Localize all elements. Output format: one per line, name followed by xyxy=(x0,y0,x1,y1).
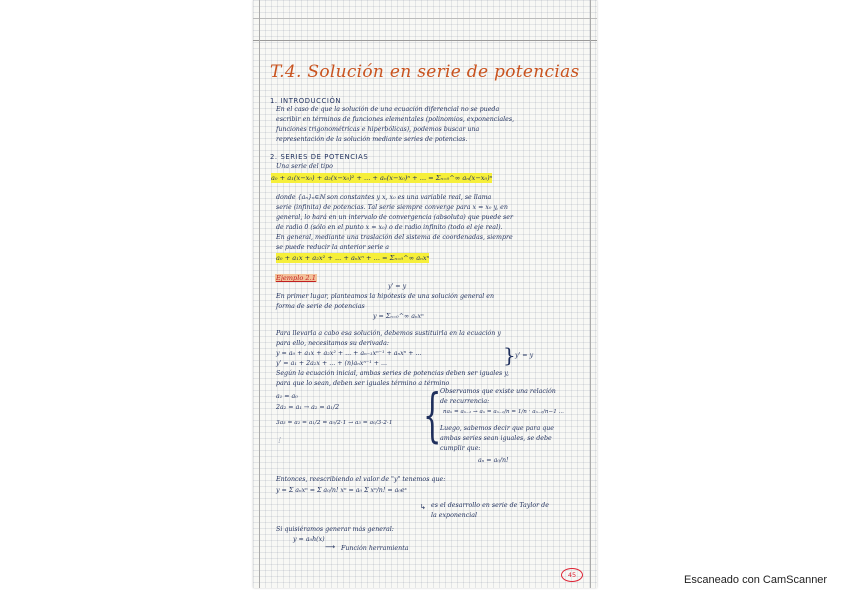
recurrence-result: aₙ = a₀/n! xyxy=(478,457,509,464)
page-header-rule xyxy=(253,40,597,41)
reduced-series-formula: a₀ + a₁x + a₂x² + ... + aₙxⁿ + ... = Σₙ₌₀^∞ aₙxⁿ xyxy=(276,254,430,262)
final-text: Entonces, reescribiendo el valor de "y" tenemos que: xyxy=(276,476,446,483)
side-equation: y' = y xyxy=(515,352,534,359)
example-text: forma de serie de potencias xyxy=(276,303,365,310)
section2-line: serie (infinita) de potencias. Tal serie siempre converge para x = x₀ y, en xyxy=(276,204,508,211)
section-heading-introduccion: 1. INTRODUCCIÓN xyxy=(270,97,342,105)
section2-line: de radio 0 (sólo en el punto x = x₀) o de radio infinito (todo el eje real). xyxy=(276,224,503,231)
page-top-rule xyxy=(253,18,597,19)
recurrence-note: Luego, sabemos decir que para que xyxy=(440,425,555,432)
page-title: T.4. Solución en serie de potencias xyxy=(270,62,580,82)
general-text: Si quisiéramos generar más general: xyxy=(276,526,394,533)
series-derivative: y' = a₁ + 2a₂x + ... + (n)aₙxⁿ⁻¹ + ... xyxy=(276,360,388,367)
recurrence-note: de recurrencia: xyxy=(440,398,490,405)
section1-line: funciones trigonométricas e hiperbólicas), podemos buscar una xyxy=(276,126,480,133)
recursion-step: 3a₃ = a₂ = a₁/2 = a₀/2·1 → a₃ = a₀/3·2·1 xyxy=(276,420,393,426)
recurrence-note: cumplir que: xyxy=(440,445,481,452)
recursion-step: 2a₂ = a₁ → a₂ = a₁/2 xyxy=(276,404,340,411)
general-formula: y = a₀h(x) xyxy=(293,536,325,543)
example-equation: y' = y xyxy=(388,283,407,290)
arrow-icon: ↳ xyxy=(420,503,426,511)
taylor-note: la exponencial xyxy=(431,512,478,519)
recurrence-note: ambas series sean iguales, se debe xyxy=(440,435,552,442)
notebook-page xyxy=(253,0,597,588)
page-number: 45 xyxy=(561,568,583,582)
example-text: para que lo sean, deben ser iguales término a término xyxy=(276,380,450,387)
page-right-margin xyxy=(590,0,591,588)
recursion-step: ⋮ xyxy=(276,437,283,444)
section2-line: general, lo hará en un intervalo de convergencia (absoluta) que puede ser xyxy=(276,214,514,221)
taylor-note: es el desarrollo en serie de Taylor de xyxy=(431,502,549,509)
section2-line: En general, mediante una traslación del sistema de coordenadas, siempre xyxy=(276,234,513,241)
arrow-icon: ⟶ xyxy=(325,543,336,551)
series-formula: a₀ + a₁(x−x₀) + a₂(x−x₀)² + ... + aₙ(x−x₀)ⁿ + ... = Σₙ₌₀^∞ aₙ(x−x₀)ⁿ xyxy=(271,174,493,182)
recurrence-note: Observamos que existe una relación xyxy=(440,388,556,395)
left-brace-icon: { xyxy=(423,381,442,449)
recurrence-formula: naₙ = aₙ₋₁ → aₙ = aₙ₋₁/n = 1/n · aₙ₋₂/n−1 ... xyxy=(443,409,564,415)
section-heading-series: 2. SERIES DE POTENCIAS xyxy=(270,153,369,161)
example-text: Para llevarla a cabo esa solución, debemos sustituirla en la ecuación y xyxy=(276,330,501,337)
example-text: para ello, necesitamos su derivada: xyxy=(276,340,389,347)
example-label: Ejemplo 2.1 xyxy=(276,274,316,282)
section2-line: se puede reducir la anterior serie a xyxy=(276,244,390,251)
section1-line: representación de la solución mediante series de potencias. xyxy=(276,136,468,143)
example-text: Según la ecuación inicial, ambas series de potencias deben ser iguales y, xyxy=(276,370,509,377)
final-formula: y = Σ aₙxⁿ = Σ a₀/n! xⁿ = a₀ Σ xⁿ/n! = a₀eˣ xyxy=(276,487,407,494)
recursion-step: a₁ = a₀ xyxy=(276,393,298,400)
example-text: En primer lugar, planteamos la hipótesis de una solución general en xyxy=(276,293,495,300)
section2-intro: Una serie del tipo xyxy=(276,163,333,170)
hypothesis-formula: y = Σₙ₌₀^∞ aₙxⁿ xyxy=(373,313,424,320)
section1-line: En el caso de que la solución de una ecuación diferencial no se pueda xyxy=(276,106,500,113)
page-left-margin xyxy=(259,0,260,588)
brace-icon: } xyxy=(503,343,516,367)
section2-line: donde {aₙ}ₙ∈ℕ son constantes y x, x₀ es una variable real, se llama xyxy=(276,194,492,201)
series-y: y = a₀ + a₁x + a₂x² + ... + aₙ₋₁xⁿ⁻¹ + aₙxⁿ + ... xyxy=(276,350,422,357)
general-arrow-label: Función herramienta xyxy=(341,545,409,552)
camscanner-watermark: Escaneado con CamScanner xyxy=(684,574,828,586)
section1-line: escribir en términos de funciones elementales (polinomios, exponenciales, xyxy=(276,116,515,123)
